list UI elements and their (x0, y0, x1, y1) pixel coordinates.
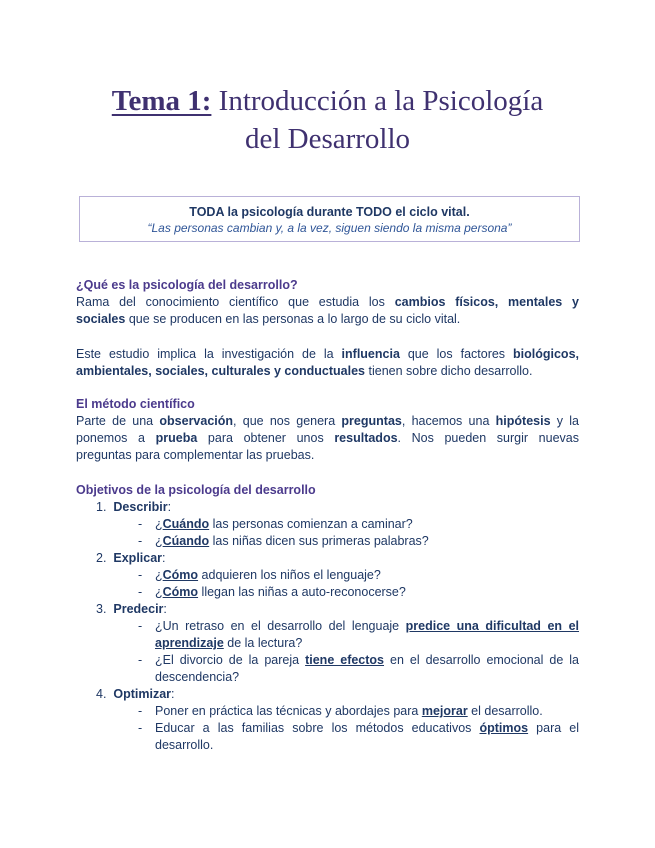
text-run: llegan las niñas a auto-reconocerse? (198, 585, 406, 599)
section-heading-objectives: Objetivos de la psicología del desarrollo (76, 483, 316, 497)
quote-box-quote: “Las personas cambian y, a la vez, siguen siendo la misma persona” (147, 221, 512, 235)
underlined-run: Cúando (162, 534, 210, 548)
text-run: ponemos a (76, 431, 156, 445)
bold-run: cambios físicos, mentales y (394, 295, 579, 309)
underlined-run: Cómo (162, 568, 199, 582)
text-run: de la lectura? (223, 636, 303, 650)
text-run: ¿El divorcio de la pareja (155, 653, 306, 667)
sub-item (155, 703, 579, 720)
paragraph-definition (76, 294, 579, 328)
text-line (76, 430, 579, 447)
text-run: Poner en práctica las técnicas y abordajes para (155, 704, 422, 718)
text-run: , hacemos una (401, 414, 496, 428)
text-run: desarrollo. (155, 738, 214, 752)
list-number: 1. (96, 500, 107, 514)
text-run: descendencia? (155, 670, 240, 684)
list-number: 2. (96, 551, 107, 565)
sub-item (155, 584, 579, 601)
bold-run: observación (159, 414, 234, 428)
list-label: Optimizar (113, 687, 172, 701)
text-run: las personas comienzan a caminar? (209, 517, 413, 531)
list-label: Explicar (113, 551, 163, 565)
text-run: el desarrollo. (467, 704, 543, 718)
text-run: ¿ (155, 517, 163, 531)
text-run: Parte de una (76, 414, 160, 428)
underlined-run: Cómo (162, 585, 199, 599)
text-run: tienen sobre dicho desarrollo. (365, 364, 533, 378)
text-run: en el desarrollo emocional de la (384, 653, 579, 667)
quote-box (79, 196, 580, 242)
text-line (76, 413, 579, 430)
title-text: Introducción a la Psicología (211, 85, 544, 117)
text-run: para obtener unos (197, 431, 335, 445)
paragraph-scientific-method (76, 413, 579, 464)
underlined-run: aprendizaje (155, 636, 224, 650)
text-run: ¿ (155, 585, 163, 599)
text-run: preguntas para complementar las pruebas. (76, 448, 315, 462)
page-title-line-1 (0, 84, 655, 118)
text-run: que los factores (399, 347, 514, 361)
sub-item (155, 652, 579, 686)
bullet-dash: - (138, 585, 143, 599)
bullet-dash: - (138, 568, 143, 582)
sub-item (155, 516, 579, 533)
text-line (76, 447, 579, 464)
list-colon: : (162, 551, 166, 565)
bullet-dash: - (138, 653, 143, 667)
text-run: las niñas dicen sus primeras palabras? (209, 534, 429, 548)
section-heading-scientific-method: El método científico (76, 397, 195, 411)
bullet-dash: - (138, 517, 143, 531)
text-line (76, 363, 579, 380)
text-run: . Nos pueden surgir nuevas (397, 431, 579, 445)
text-line (155, 533, 579, 550)
list-item-optimize (96, 686, 175, 703)
text-line (155, 567, 579, 584)
text-line (76, 346, 579, 363)
underlined-run: mejorar (421, 704, 468, 718)
list-label: Describir (113, 500, 168, 514)
text-run: para el (528, 721, 579, 735)
text-line (155, 516, 579, 533)
text-line (155, 669, 579, 686)
text-run: Rama del conocimiento científico que estudia los (76, 295, 395, 309)
bullet-dash: - (138, 534, 143, 548)
list-colon: : (171, 687, 175, 701)
sub-item (155, 567, 579, 584)
bullet-dash: - (138, 721, 143, 735)
page-title-line-2: del Desarrollo (244, 123, 411, 155)
bold-run: preguntas (341, 414, 402, 428)
list-item-explain (96, 550, 166, 567)
text-line (155, 618, 579, 635)
underlined-run: óptimos (479, 721, 529, 735)
text-line (155, 635, 579, 652)
list-colon: : (163, 602, 167, 616)
text-run: ¿ (155, 534, 163, 548)
bold-run: biológicos, (513, 347, 579, 361)
text-line (155, 720, 579, 737)
text-run: ¿Un retraso en el desarrollo del lenguaje (155, 619, 406, 633)
text-line (155, 703, 579, 720)
text-run: Educar a las familias sobre los métodos educativos (155, 721, 480, 735)
sub-item (155, 533, 579, 550)
bold-run: prueba (155, 431, 198, 445)
bold-run: sociales (76, 312, 126, 326)
text-run: , que nos genera (233, 414, 342, 428)
text-line (76, 311, 579, 328)
sub-item (155, 720, 579, 754)
bullet-dash: - (138, 704, 143, 718)
text-run: que se producen en las personas a lo largo de su ciclo vital. (125, 312, 461, 326)
underlined-run: tiene efectos (305, 653, 385, 667)
text-line (76, 294, 579, 311)
section-heading-definition: ¿Qué es la psicología del desarrollo? (76, 278, 298, 292)
list-item-describe (96, 499, 171, 516)
paragraph-influence (76, 346, 579, 380)
underlined-run: Cuándo (162, 517, 210, 531)
text-line (155, 652, 579, 669)
bold-run: influencia (341, 347, 400, 361)
bold-run: hipótesis (495, 414, 551, 428)
sub-item (155, 618, 579, 652)
text-line (155, 584, 579, 601)
quote-box-headline: TODA la psicología durante TODO el ciclo vital. (189, 205, 470, 219)
list-item-predict (96, 601, 167, 618)
list-label: Predecir (113, 602, 164, 616)
underlined-run: predice una dificultad en el (405, 619, 580, 633)
bullet-dash: - (138, 619, 143, 633)
text-run: ¿ (155, 568, 163, 582)
text-run: Este estudio implica la investigación de la (76, 347, 342, 361)
title-label: Tema 1: (111, 85, 212, 117)
list-colon: : (167, 500, 172, 514)
bold-run: ambientales, sociales, culturales y conductuales (76, 364, 366, 378)
text-run: adquieren los niños el lenguaje? (198, 568, 381, 582)
text-run: y la (550, 414, 580, 428)
bold-run: resultados (334, 431, 398, 445)
list-number: 3. (96, 602, 107, 616)
text-line (155, 737, 579, 754)
list-number: 4. (96, 687, 107, 701)
